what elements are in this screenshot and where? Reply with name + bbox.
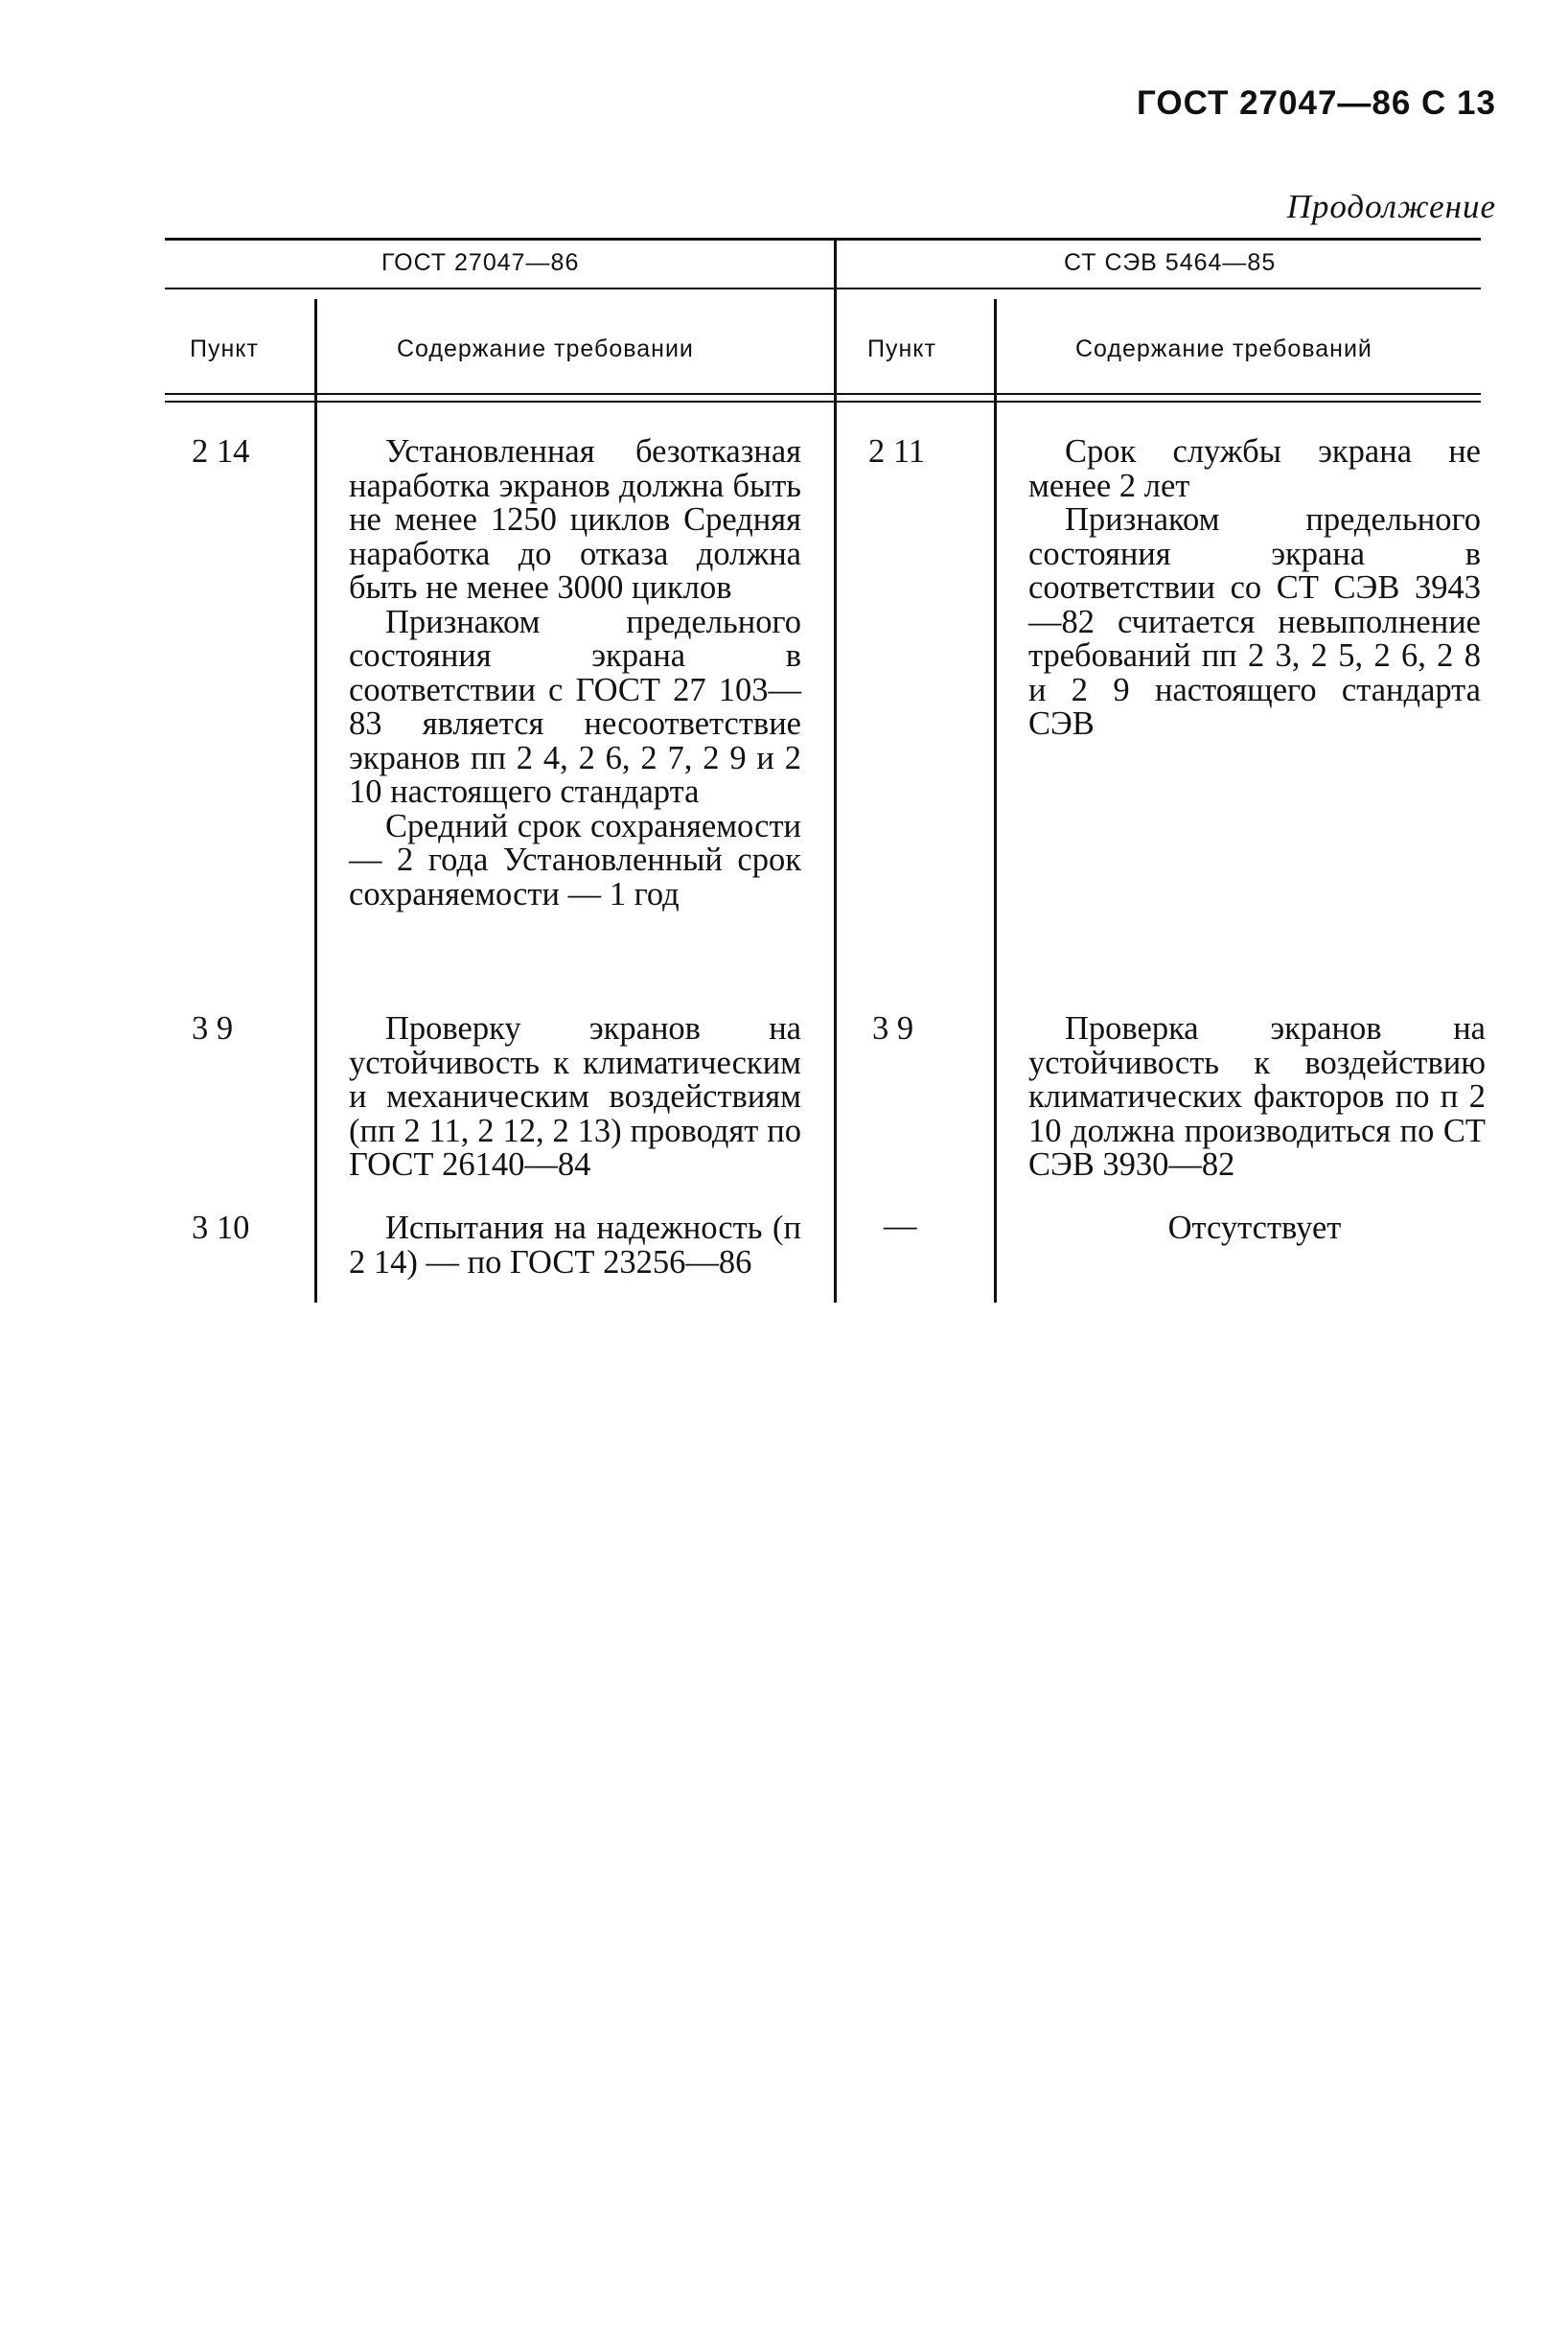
row-2-left-paragraph-1: Проверку экранов на устойчивость к климатическим и механическим воздействиям (пп 2 11, 2 12, 2 13) проводят по ГОСТ 26140—84 — [349, 1010, 801, 1183]
table-row-3-item-right: — — [884, 1208, 917, 1244]
header-double-rule-bottom — [165, 401, 1481, 403]
row-1-left-paragraph-3: Средний срок сохраняемости — 2 года Установленный срок сохраняемости — 1 год — [349, 807, 801, 912]
row-1-right-paragraph-2: Признаком предельного состояния экрана в соответствии со СТ СЭВ 3943—82 считается невыполнение требований пп 2 3, 2 5, 2 6, 2 8 и 2 9 настоящего стандарта СЭВ — [1028, 501, 1481, 742]
page-header: ГОСТ 27047—86 С 13 — [1136, 84, 1496, 122]
table-row-2-item-right: 3 9 — [872, 1010, 914, 1047]
table-row-1-item-right: 2 11 — [868, 433, 926, 470]
column-header-content-left: Содержание требовании — [397, 335, 694, 362]
row-1-left-paragraph-2: Признаком предельного состояния экрана в соответствии с ГОСТ 27 103—83 является несоответствие экранов пп 2 4, 2 6, 2 7, 2 9 и 2 10 настоящего стандарта — [349, 603, 801, 810]
table-row-2-item-left: 3 9 — [192, 1010, 234, 1047]
table-row-2-content-left — [349, 1012, 801, 1183]
table-row-1-item-left: 2 14 — [192, 433, 250, 470]
table-row-2-content-right — [1028, 1012, 1486, 1183]
group-header-rule — [165, 288, 1481, 289]
column-header-item-right: Пункт — [867, 335, 936, 362]
table-row-3-item-left: 3 10 — [192, 1210, 250, 1246]
column-divider-left — [314, 299, 317, 1303]
table-row-1-content-right — [1028, 435, 1481, 742]
table-row-3-content-left — [349, 1212, 801, 1280]
row-1-right-paragraph-1: Срок службы экрана не менее 2 лет — [1028, 433, 1481, 504]
row-1-left-paragraph-1: Установленная безотказная наработка экранов должна быть не менее 1250 циклов Средняя наработка до отказа должна быть не менее 3000 циклов — [349, 433, 801, 606]
column-header-item-left: Пункт — [190, 335, 259, 362]
column-header-content-right: Содержание требований — [1075, 335, 1372, 362]
table-row-1-content-left — [349, 435, 801, 912]
table-top-rule — [165, 238, 1481, 241]
column-divider-right — [994, 299, 997, 1303]
group-header-right: СТ СЭВ 5464—85 — [1064, 249, 1277, 276]
row-3-left-paragraph-1: Испытания на надежность (п 2 14) — по ГОСТ 23256—86 — [349, 1210, 801, 1281]
row-2-right-paragraph-1: Проверка экранов на устойчивость к воздействию климатических факторов по п 2 10 должна производиться по СТ СЭВ 3930—82 — [1028, 1010, 1486, 1183]
table-row-3-content-right: Отсутствует — [1167, 1210, 1342, 1246]
continuation-label: Продолжение — [1286, 188, 1496, 225]
group-header-left: ГОСТ 27047—86 — [381, 249, 580, 276]
header-double-rule-top — [165, 393, 1481, 395]
column-divider-center — [834, 240, 837, 1303]
